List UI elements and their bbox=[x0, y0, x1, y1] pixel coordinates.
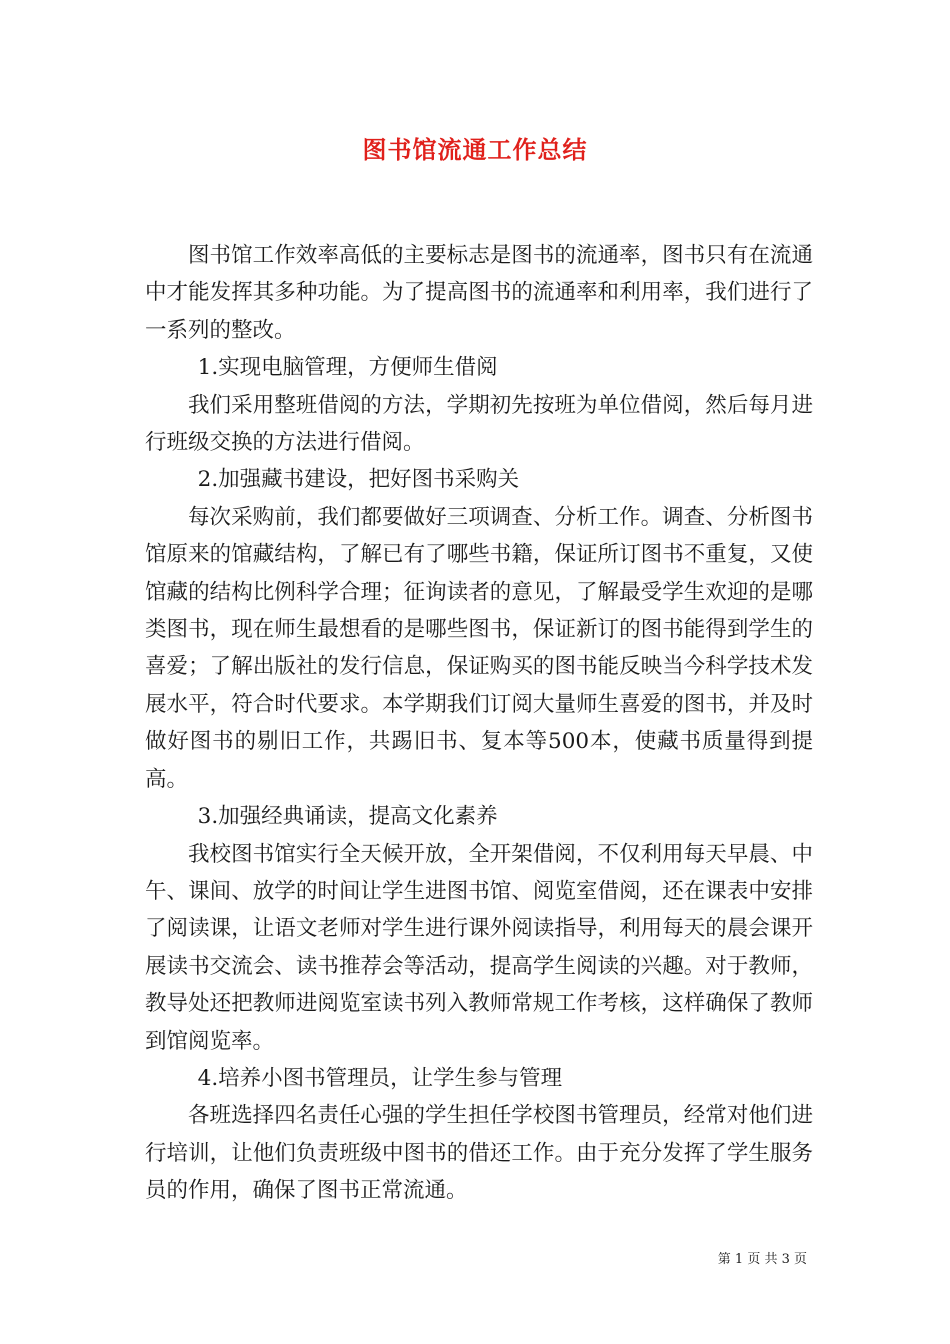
paragraph-intro: 图书馆工作效率高低的主要标志是图书的流通率，图书只有在流通中才能发挥其多种功能。为了提高图书的流通率和利用率，我们进行了一系列的整改。 bbox=[145, 243, 813, 343]
document-title: 图书馆流通工作总结 bbox=[362, 135, 588, 164]
document-body bbox=[145, 237, 813, 1210]
section-heading-3: 3.加强经典诵读，提高文化素养 bbox=[197, 804, 498, 830]
section-heading-2: 2.加强藏书建设，把好图书采购关 bbox=[197, 467, 520, 493]
paragraph-section-4: 各班选择四名责任心强的学生担任学校图书管理员，经常对他们进行培训，让他们负责班级中图书的借还工作。由于充分发挥了学生服务员的作用，确保了图书正常流通。 bbox=[145, 1103, 813, 1204]
paragraph-section-1: 我们采用整班借阅的方法，学期初先按班为单位借阅，然后每月进行班级交换的方法进行借阅。 bbox=[145, 392, 813, 456]
paragraph-section-2: 每次采购前，我们都要做好三项调查、分析工作。调查、分析图书馆原来的馆藏结构，了解已有了哪些书籍，保证所订图书不重复，又使馆藏的结构比例科学合理；征询读者的意见，了解最受学生欢迎的是哪类图书，现在师生最想看的是哪些图书，保证新订的图书能得到学生的喜爱；了解出版社的发行信息，保证购买的图书能反映当今科学技术发展水平，符合时代要求。本学期我们订阅大量师生喜爱的图书，并及时做好图书的剔旧工作，共踢旧书、复本等500本，使藏书质量得到提高。 bbox=[145, 504, 813, 792]
section-heading-1: 1.实现电脑管理，方便师生借阅 bbox=[197, 355, 498, 381]
page-number: 第 1 页 共 3 页 bbox=[717, 1252, 807, 1267]
section-heading-4: 4.培养小图书管理员，让学生参与管理 bbox=[197, 1065, 563, 1091]
paragraph-section-3: 我校图书馆实行全天候开放，全开架借阅，不仅利用每天早晨、中午、课间、放学的时间让学生进图书馆、阅览室借阅，还在课表中安排了阅读课，让语文老师对学生进行课外阅读指导，利用每天的晨会课开展读书交流会、读书推荐会等活动，提高学生阅读的兴趣。对于教师，教导处还把教师进阅览室读书列入教师常规工作考核，这样确保了教师到馆阅览率。 bbox=[145, 841, 813, 1054]
